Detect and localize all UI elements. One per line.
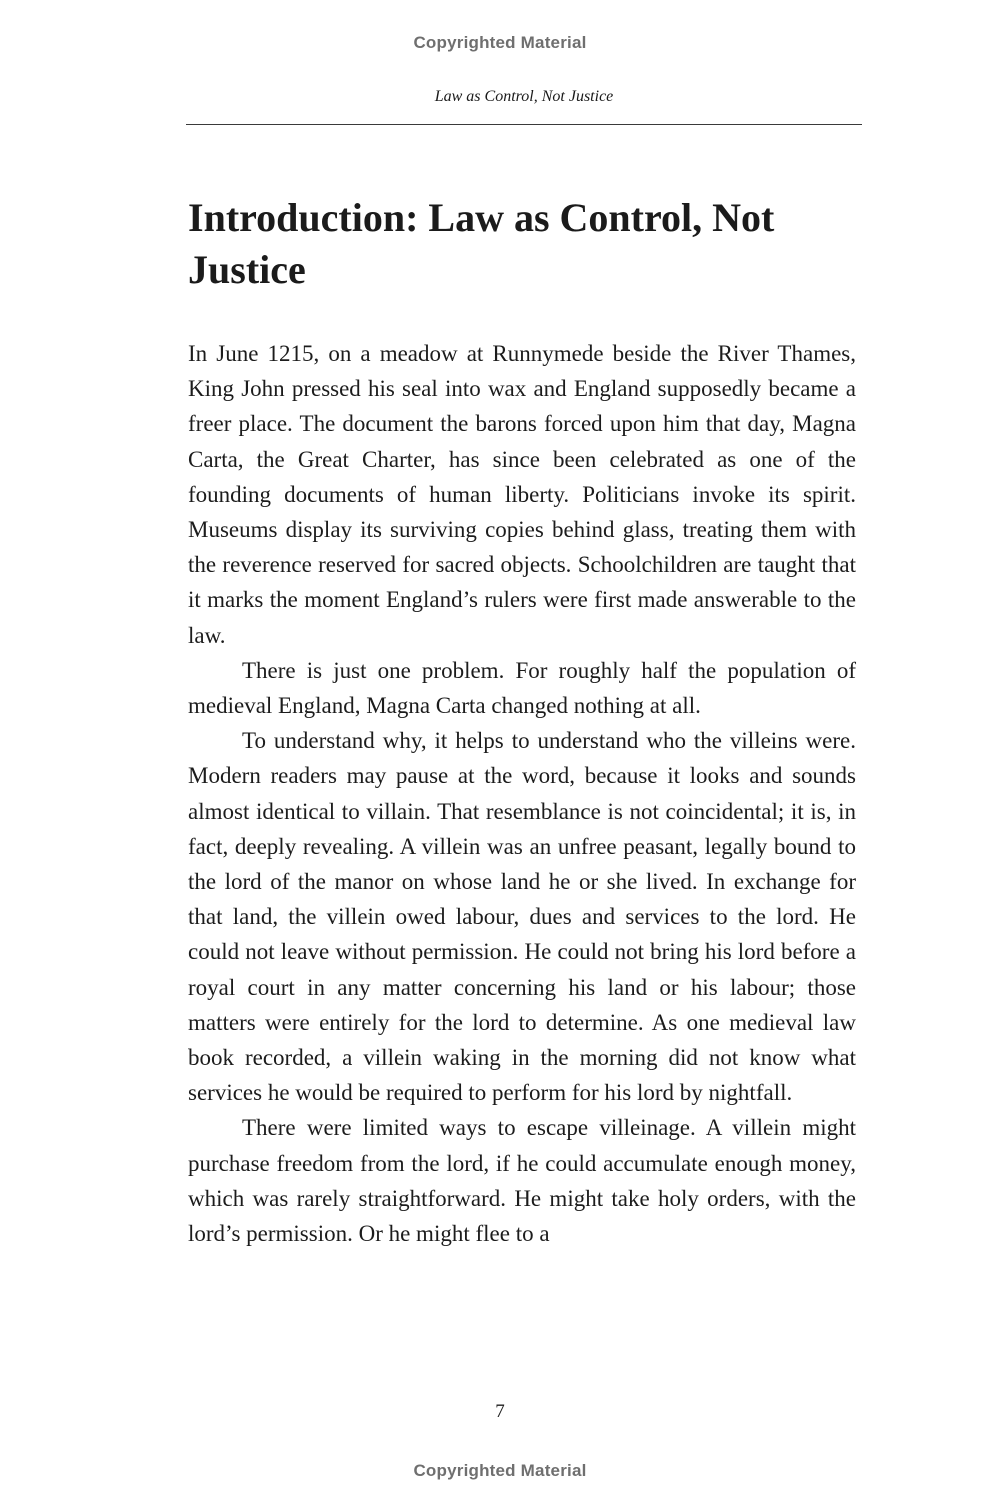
paragraph: There were limited ways to escape villeinage. A villein might purchase freedom from the lord, if he could accumulate enough money, which was rarely straightforward. He might take holy orders, with the lord’s permission. Or he might flee to a xyxy=(188,1115,856,1247)
paragraph: In June 1215, on a meadow at Runnymede beside the River Thames, King John pressed his seal into wax and England supposedly became a freer place. The document the barons forced upon him that day, Magna Carta, the Great Charter, has since been celebrated as one of the founding documents of human liberty. Politicians invoke its spirit. Museums display its surviving copies behind glass, treating them with the reverence reserved for sacred objects. Schoolchildren are taught that it marks the moment England’s rulers were first made answerable to the law. xyxy=(188,341,856,648)
paragraph: To understand why, it helps to understand who the villeins were. Modern readers may pause at the word, because it looks and sounds almost identical to villain. That resemblance is not coincidental; it is, in fact, deeply revealing. A villein was an unfree peasant, legally bound to the lord of the manor on whose land he or she lived. In exchange for that land, the villein owed labour, dues and services to the lord. He could not leave without permission. He could not bring his lord before a royal court in any matter concerning his land or his labour; those matters were entirely for the lord to determine. As one medieval law book recorded, a villein waking in the morning did not know what services he would be required to perform for his lord by nightfall. xyxy=(188,728,856,1106)
paragraph: There is just one problem. For roughly half the population of medieval England, Magna Carta changed nothing at all. xyxy=(188,657,856,719)
chapter-title: Introduction: Law as Control, Not Justice xyxy=(188,195,775,292)
copyright-watermark-bottom: Copyrighted Material xyxy=(413,1461,587,1480)
copyright-watermark-top: Copyrighted Material xyxy=(413,33,587,52)
page-number: 7 xyxy=(495,1401,505,1422)
body-text xyxy=(188,336,856,1251)
running-head: Law as Control, Not Justice xyxy=(434,88,614,105)
header-rule xyxy=(186,124,862,125)
